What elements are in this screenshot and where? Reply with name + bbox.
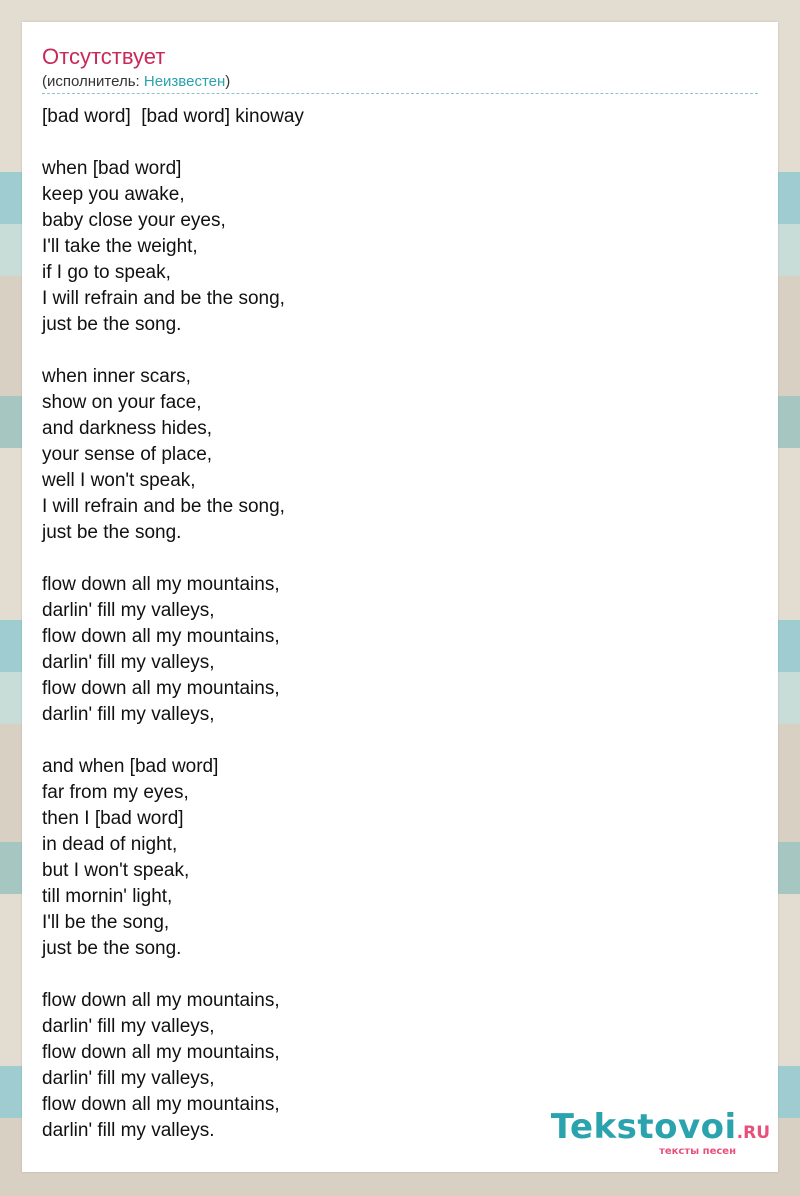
- lyric-line: [42, 728, 742, 754]
- lyric-line: I will refrain and be the song,: [42, 288, 285, 309]
- lyric-line: just be the song.: [42, 314, 182, 335]
- artist-link[interactable]: Неизвестен: [143, 73, 226, 90]
- lyric-line: just be the song.: [42, 522, 182, 543]
- lyric-line: and when [bad word]: [42, 756, 219, 777]
- lyric-line: when [bad word]: [42, 158, 182, 179]
- lyric-line: then I [bad word]: [42, 808, 184, 829]
- artist-suffix: ): [225, 73, 231, 90]
- lyric-line: well I won't speak,: [42, 470, 196, 491]
- site-logo[interactable]: [550, 1107, 770, 1157]
- lyric-line: baby close your eyes,: [42, 210, 226, 231]
- logo-tld: .RU: [736, 1123, 770, 1143]
- lyric-line: flow down all my mountains,: [42, 678, 280, 699]
- lyric-line: [42, 546, 742, 572]
- lyric-line: when inner scars,: [42, 366, 191, 387]
- lyric-line: far from my eyes,: [42, 782, 189, 803]
- logo-wordmark: Tekstovoi: [550, 1107, 737, 1147]
- lyric-line: darlin' fill my valleys,: [42, 1068, 215, 1089]
- lyric-line: keep you awake,: [42, 184, 185, 205]
- artist-prefix: (исполнитель:: [42, 73, 144, 90]
- lyric-line: darlin' fill my valleys,: [42, 600, 215, 621]
- lyric-line: I'll take the weight,: [42, 236, 198, 257]
- lyric-line: your sense of place,: [42, 444, 213, 465]
- lyrics-text: [42, 104, 742, 1144]
- lyric-line: flow down all my mountains,: [42, 1042, 280, 1063]
- lyric-line: [bad word] [bad word] kinoway: [42, 106, 304, 127]
- lyric-line: flow down all my mountains,: [42, 990, 280, 1011]
- lyric-line: flow down all my mountains,: [42, 626, 280, 647]
- lyric-line: darlin' fill my valleys,: [42, 1016, 215, 1037]
- lyric-line: darlin' fill my valleys,: [42, 704, 215, 725]
- lyric-line: darlin' fill my valleys,: [42, 652, 215, 673]
- lyric-line: [42, 130, 742, 156]
- lyric-line: till mornin' light,: [42, 886, 173, 907]
- lyrics-card: [22, 22, 778, 1172]
- artist-line: [42, 73, 230, 91]
- logo-tagline: тексты песен: [659, 1146, 736, 1157]
- lyric-line: just be the song.: [42, 938, 182, 959]
- lyric-line: darlin' fill my valleys.: [42, 1120, 215, 1141]
- lyric-line: in dead of night,: [42, 834, 178, 855]
- lyric-line: and darkness hides,: [42, 418, 213, 439]
- lyric-line: but I won't speak,: [42, 860, 190, 881]
- title-divider: [42, 93, 758, 94]
- lyric-line: if I go to speak,: [42, 262, 171, 283]
- lyric-line: flow down all my mountains,: [42, 574, 280, 595]
- lyric-line: I'll be the song,: [42, 912, 170, 933]
- lyric-line: [42, 338, 742, 364]
- song-title: Отсутствует: [42, 44, 166, 69]
- lyric-line: I will refrain and be the song,: [42, 496, 285, 517]
- lyric-line: [42, 962, 742, 988]
- lyric-line: show on your face,: [42, 392, 202, 413]
- lyric-line: flow down all my mountains,: [42, 1094, 280, 1115]
